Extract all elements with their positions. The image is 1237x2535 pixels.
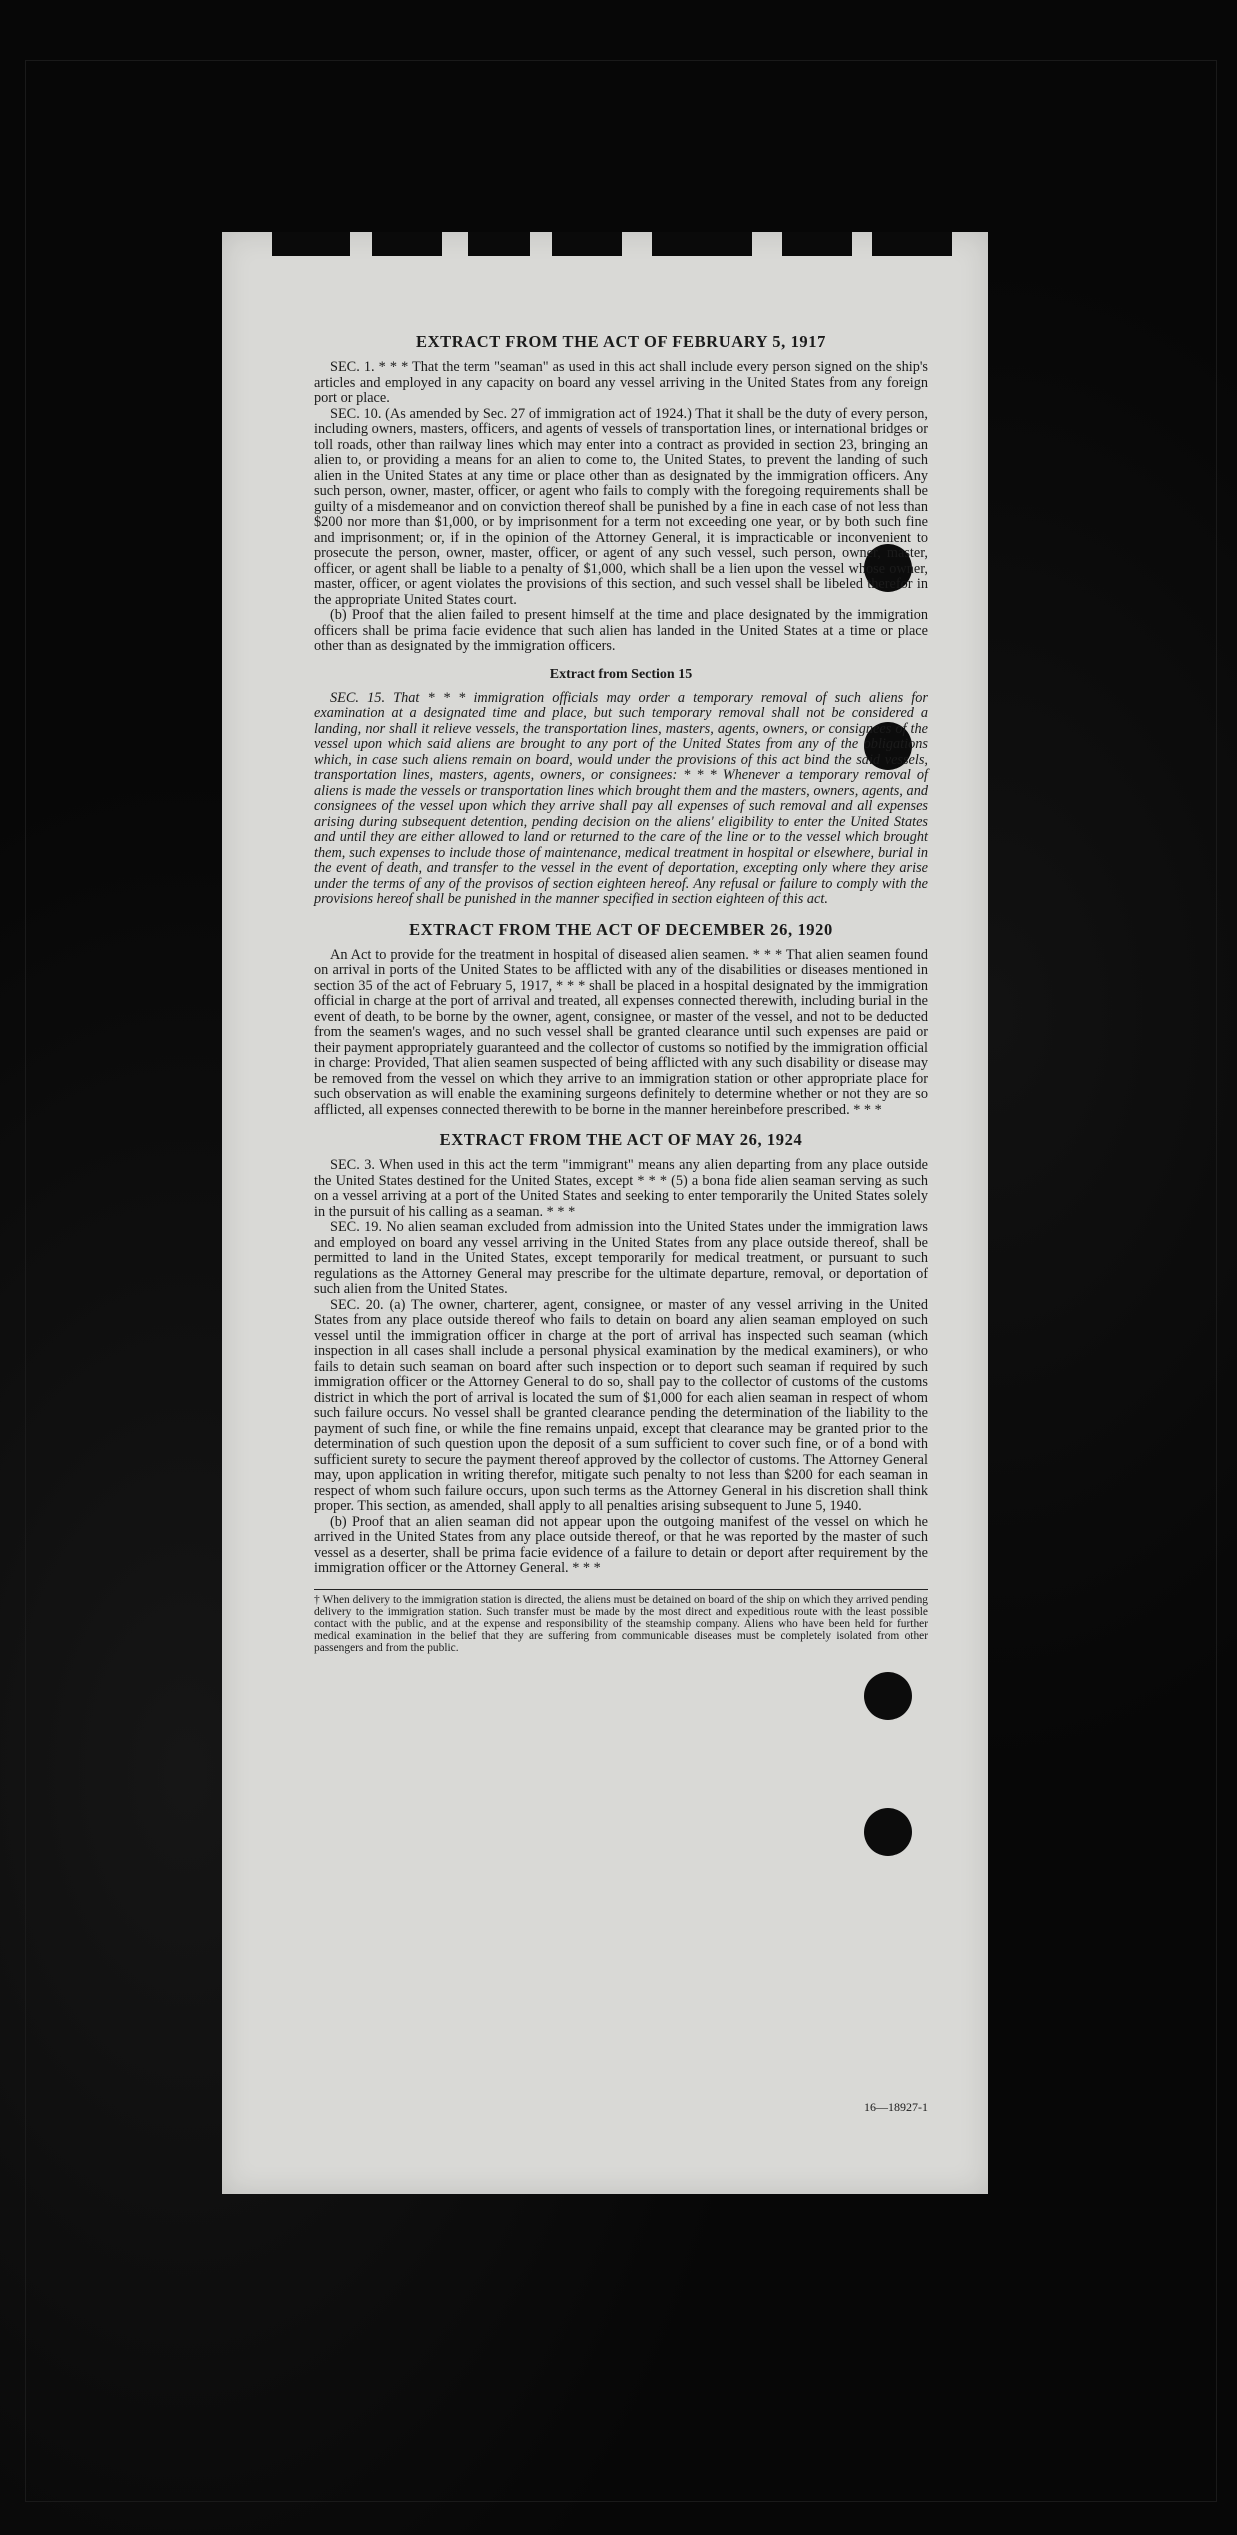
punch-hole (864, 1672, 912, 1720)
section-heading: Extract from Section 15 (549, 666, 693, 682)
section-heading: EXTRACT FROM THE ACT OF FEBRUARY 5, 1917 (416, 332, 826, 351)
document-page (222, 232, 988, 2194)
paragraph: SEC. 3. When used in this act the term "immigrant" means any alien departing from any place outside the United States destined for the United States, except * * * (5) a bona fide alien seaman serving as such on a vessel arriving at a port of the United States and seeking to enter temporarily the United States solely in the pursuit of his calling as a seaman. * * * (314, 1157, 928, 1220)
section-heading: EXTRACT FROM THE ACT OF MAY 26, 1924 (439, 1130, 803, 1149)
paragraph: SEC. 15. That * * * immigration officials may order a temporary removal of such aliens for examination at a designated time and place, but such temporary removal shall not be considered a landing, nor shall it relieve vessels, the transportation lines, masters, agents, owners, or consignees of the vessel upon which said aliens are brought to any port of the United States from any of the obligations which, in case such aliens remain on board, would under the provisions of this act bind the said vessels, transportation lines, masters, agents, owners, or consignees: * * * Whenever a temporary removal of aliens is made the vessels or transportation lines which brought them and the masters, owners, agents, and consignees of the vessel upon which they arrive shall pay all expenses of such removal and all expenses arising during subsequent detention, pending decision on the aliens' eligibility to enter the United States and until they are either allowed to land or returned to the care of the line or to the vessel which brought them, such expenses to include those of maintenance, medical treatment in hospital or elsewhere, burial in the event of death, and transfer to the vessel in the event of deportation, excepting only where they arise under the terms of any of the provisos of section eighteen hereof. Any refusal or failure to comply with the provisions hereof shall be punished in the manner specified in section eighteen of this act. (314, 689, 928, 907)
document-text (314, 332, 928, 1655)
act-1920 (314, 920, 928, 1119)
paragraph: SEC. 20. (a) The owner, charterer, agent, consignee, or master of any vessel arriving in the United States from any place outside thereof who fails to detain on board any alien seaman employed on such vessel until the immigration officer in charge at the port of arrival has inspected such seaman (which inspection in all cases shall include a personal physical examination by the medical examiners), or who fails to detain such seaman on board after such inspection or to deport such seaman if required by such immigration officer or the Attorney General to do so, shall pay to the collector of customs of the customs district in which the port of arrival is located the sum of $1,000 for each alien seaman in respect of whom such failure occurs. No vessel shall be granted clearance pending the determination of the liability to the payment of such fine, or while the fine remains unpaid, except that clearance may be granted prior to the determination of such question upon the deposit of a sum sufficient to cover such fine, or of a bond with sufficient surety to secure the payment thereof approved by the collector of customs. The Attorney General may, upon application in writing therefor, mitigate such penalty to not less than $200 for each seaman in respect of whom such failure occurs, upon such terms as the Attorney General in his discretion shall think proper. This section, as amended, shall apply to all penalties arising subsequent to June 5, 1940. (314, 1296, 928, 1514)
punch-hole (864, 1808, 912, 1856)
paragraph: (b) Proof that an alien seaman did not appear upon the outgoing manifest of the vessel on which he arrived in the United States from any place outside thereof, or that he was reported by the master of such vessel as a deserter, shall be prima facie evidence of a failure to detain or deport after requirement by the immigration officer or the Attorney General. * * * (314, 1513, 928, 1576)
form-number: 16—18927-1 (864, 2100, 928, 2114)
section-heading: EXTRACT FROM THE ACT OF DECEMBER 26, 1920 (409, 919, 833, 939)
paragraph: An Act to provide for the treatment in hospital of diseased alien seamen. * * * That alien seamen found on arrival in ports of the United States to be afflicted with any of the disabilities or diseases mentioned in section 35 of the act of February 5, 1917, * * * shall be placed in a hospital designated by the immigration official in charge at the port of arrival and treated, all expenses connected therewith, including burial in the event of death, to be borne by the owner, agent, consignee, or master of the vessel, and not to be deducted from the seamen's wages, and no such vessel shall be granted clearance until such expenses are paid or their payment appropriately guaranteed and the collector of customs so notified by the immigration official in charge: Provided, That alien seamen suspected of being afflicted with any such disability or disease may be removed from the vessel on which they arrive to an immigration station or other appropriate place for such observation as will enable the examining surgeons definitely to determine whether or not they are so afflicted, all expenses connected therewith to be borne in the manner hereinbefore prescribed. * * * (314, 946, 928, 1118)
act-1924 (314, 1130, 928, 1577)
paragraph: SEC. 10. (As amended by Sec. 27 of immigration act of 1924.) That it shall be the duty of every person, including owners, masters, officers, and agents of vessels of transportation lines, or international bridges or toll roads, other than railway lines which may enter into a contract as provided in section 23, bringing an alien to, or providing a means for an alien to come to, the United States, to prevent the landing of such alien in the United States at any time or place other than as designated by the immigration officers. Any such person, owner, master, officer, or agent who fails to comply with the foregoing requirements shall be guilty of a misdemeanor and on conviction thereof shall be punished by a fine in each case of not less than $200 nor more than $1,000, or by imprisonment for a term not exceeding one year, or by both such fine and imprisonment; or, if in the opinion of the Attorney General, it is impracticable or inconvenient to prosecute the person, owner, master, officer, or agent of any such vessel, such person, owner, master, officer, or agent shall be liable to a penalty of $1,000, which shall be a lien upon the vessel whose owner, master, officer, or agent violates the provisions of this section, and such vessel shall be libeled therefor in the appropriate United States court. (314, 405, 928, 608)
paragraph: (b) Proof that the alien failed to present himself at the time and place designated by the immigration officers shall be prima facie evidence that such alien has landed in the United States at a time or place other than as designated by the immigration officers. (314, 607, 928, 654)
footnote: † When delivery to the immigration station is directed, the aliens must be detained on board of the ship on which they arrived pending delivery to the immigration station. Such transfer must be made by the most direct and expeditious route with the least possible contact with the public, and at the expense and responsibility of the steamship company. Aliens who have been held for further medical examination in the belief that they are suffering from communicable diseases must be completely isolated from other passengers and from the public. (314, 1589, 928, 1655)
torn-top-edge (222, 232, 988, 260)
act-1917 (314, 332, 928, 655)
section-15-extract (314, 667, 928, 908)
paragraph: SEC. 19. No alien seaman excluded from admission into the United States under the immigration laws and employed on board any vessel arriving in the United States from any place outside thereof, shall be permitted to land in the United States, except temporarily for medical treatment, or pursuant to such regulations as the Attorney General may prescribe for the ultimate departure, removal, or deportation of such alien from the United States. (314, 1219, 928, 1297)
paragraph: SEC. 1. * * * That the term "seaman" as used in this act shall include every person signed on the ship's articles and employed in any capacity on board any vessel arriving in the United States from any foreign port or place. (314, 359, 928, 406)
